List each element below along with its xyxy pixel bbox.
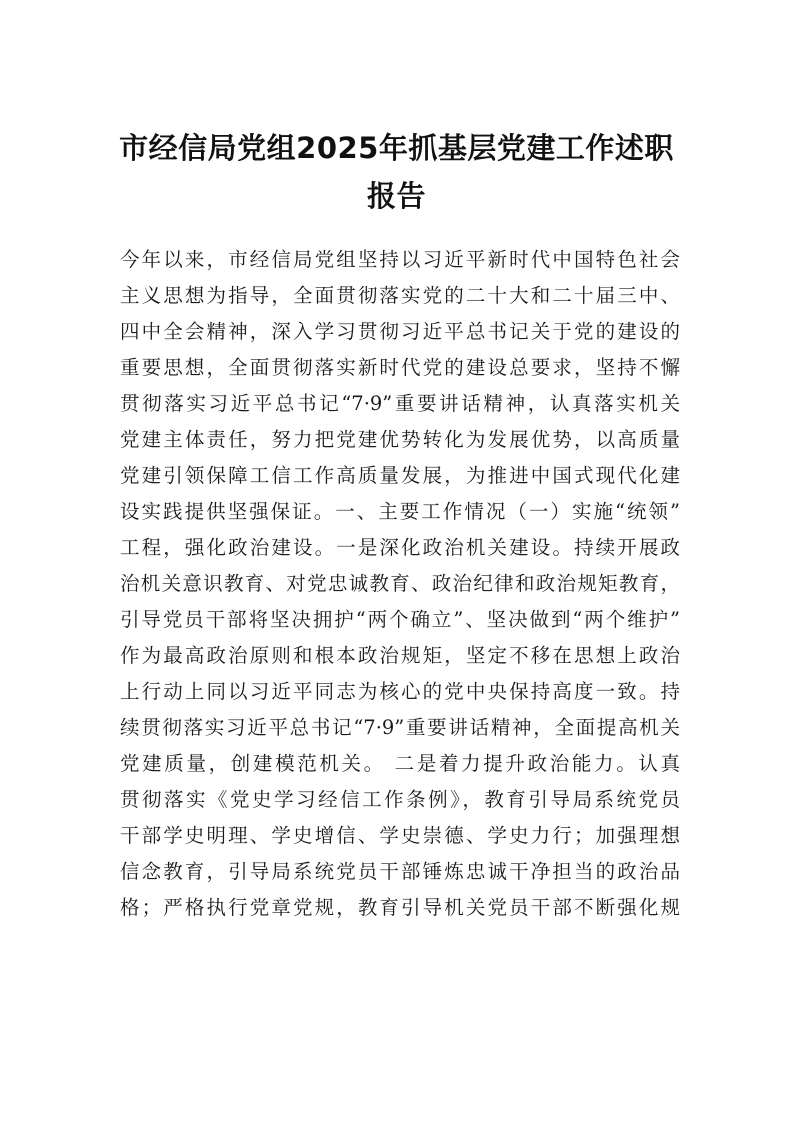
body-line: 干部学史明理、学史增信、学史崇德、学史力行；加强理想 <box>120 824 680 847</box>
document-title-line-1: 市经信局党组2025年抓基层党建工作述职 <box>119 131 674 165</box>
body-line: 信念教育，引导局系统党员干部锤炼忠诚干净担当的政治品 <box>120 860 680 883</box>
body-line: 作为最高政治原则和根本政治规矩，坚定不移在思想上政治 <box>120 644 680 667</box>
body-line: 工程，强化政治建设。一是深化政治机关建设。持续开展政 <box>120 536 680 559</box>
body-line: 上行动上同以习近平同志为核心的党中央保持高度一致。持 <box>120 680 680 703</box>
document-title-line-2: 报告 <box>366 179 426 213</box>
body-line: 续贯彻落实习近平总书记“7·9”重要讲话精神，全面提高机关 <box>120 716 680 739</box>
body-line: 党建引领保障工信工作高质量发展，为推进中国式现代化建 <box>120 464 680 487</box>
body-line: 设实践提供坚强保证。一、主要工作情况（一）实施“统领” <box>120 500 680 523</box>
body-line: 重要思想，全面贯彻落实新时代党的建设总要求，坚持不懈 <box>120 356 680 379</box>
body-line: 主义思想为指导，全面贯彻落实党的二十大和二十届三中、 <box>120 284 680 307</box>
body-line: 党建主体责任，努力把党建优势转化为发展优势，以高质量 <box>120 428 680 451</box>
body-line: 治机关意识教育、对党忠诚教育、政治纪律和政治规矩教育， <box>120 572 680 595</box>
body-line: 今年以来，市经信局党组坚持以习近平新时代中国特色社会 <box>120 248 680 271</box>
body-line: 贯彻落实《党史学习经信工作条例》，教育引导局系统党员 <box>120 788 680 811</box>
body-line: 四中全会精神，深入学习贯彻习近平总书记关于党的建设的 <box>120 320 680 343</box>
body-line: 贯彻落实习近平总书记“7·9”重要讲话精神，认真落实机关 <box>120 392 680 415</box>
body-line: 格；严格执行党章党规，教育引导机关党员干部不断强化规 <box>120 896 680 919</box>
body-line: 党建质量，创建模范机关。 二是着力提升政治能力。认真 <box>120 752 680 775</box>
body-line: 引导党员干部将坚决拥护“两个确立”、坚决做到“两个维护” <box>120 608 680 631</box>
